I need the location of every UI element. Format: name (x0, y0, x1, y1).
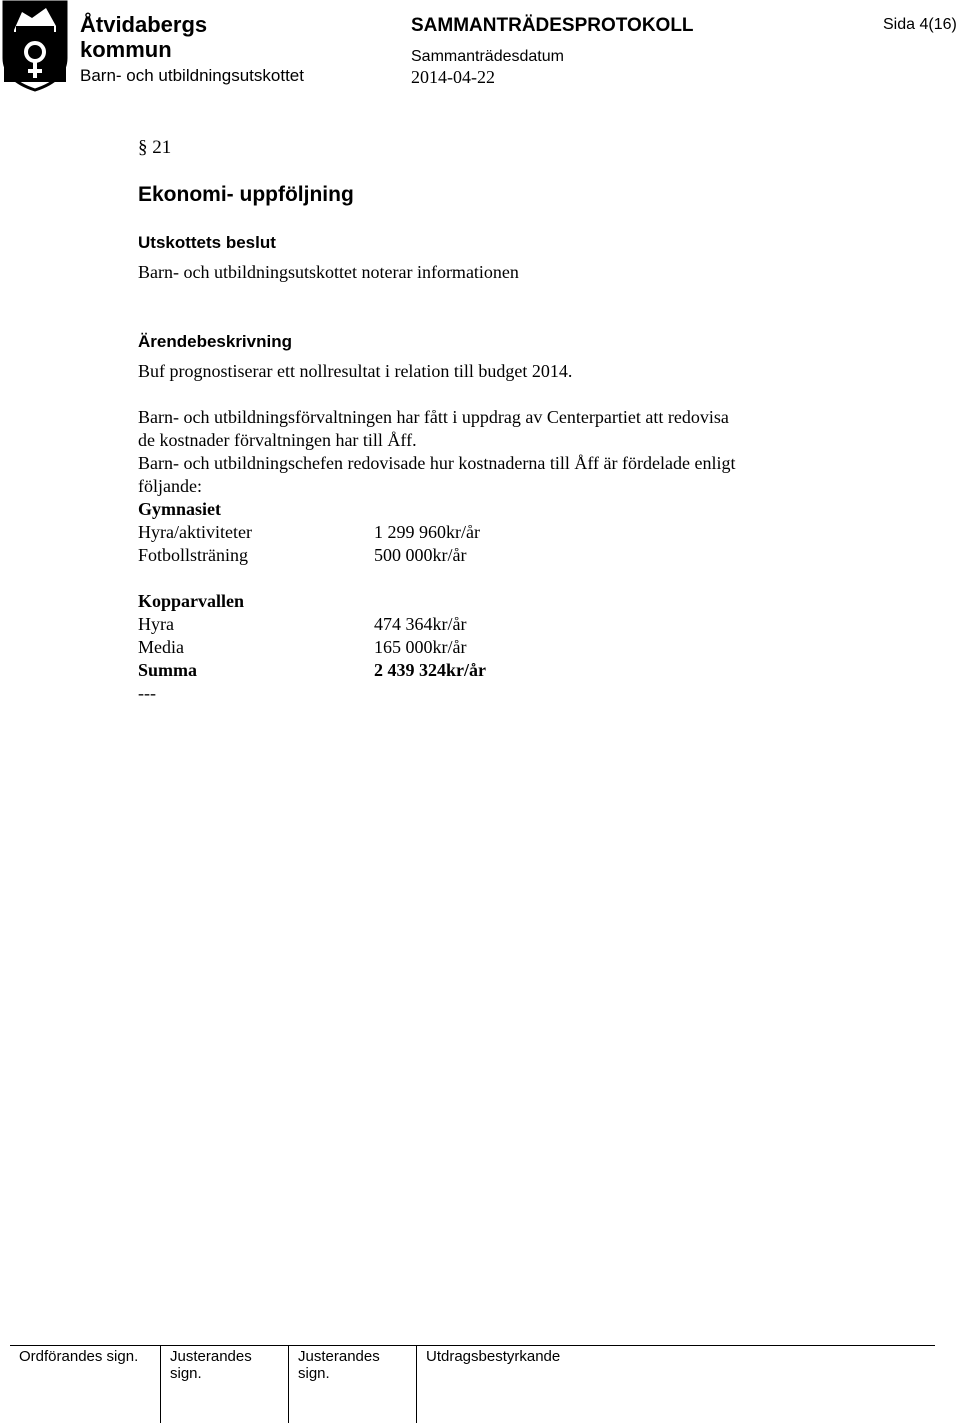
organization-name: Åtvidabergs (80, 12, 208, 37)
document-type: SAMMANTRÄDESPROTOKOLL (411, 15, 694, 36)
footer-column-divider (288, 1345, 289, 1423)
footer-column-divider (416, 1345, 417, 1423)
cost-label: Media (138, 637, 184, 657)
description-line: de kostnader förvaltningen har till Åff. (138, 430, 417, 450)
cost-group-title: Kopparvallen (138, 591, 245, 611)
coat-of-arms-icon (2, 0, 68, 92)
cost-value: 500 000kr/år (374, 545, 467, 565)
description-line: följande: (138, 476, 202, 496)
end-marker: --- (138, 683, 156, 703)
decision-text: Barn- och utbildningsutskottet noterar informationen (138, 262, 519, 282)
decision-heading: Utskottets beslut (138, 233, 276, 252)
cost-label: Fotbollsträning (138, 545, 249, 565)
meeting-date: 2014-04-22 (411, 67, 495, 87)
total-value: 2 439 324kr/år (374, 660, 486, 680)
page-number: Sida 4(16) (883, 16, 957, 33)
section-title: Ekonomi- uppföljning (138, 183, 354, 206)
adjuster-signature-label-line2: sign. (298, 1365, 330, 1382)
cost-label: Hyra (138, 614, 174, 634)
committee-name: Barn- och utbildningsutskottet (80, 66, 304, 85)
adjuster-signature-label: Justerandes (170, 1348, 252, 1365)
chair-signature-label: Ordförandes sign. (19, 1348, 139, 1365)
cost-value: 1 299 960kr/år (374, 522, 480, 542)
adjuster-signature-label: Justerandes (298, 1348, 380, 1365)
cost-value: 474 364kr/år (374, 614, 467, 634)
extract-certification-label: Utdragsbestyrkande (426, 1348, 561, 1365)
footer-column-divider (160, 1345, 161, 1423)
description-line: Barn- och utbildningsförvaltningen har fått i uppdrag av Centerpartiet att redovisa (138, 407, 729, 427)
organization-name-line2: kommun (80, 37, 172, 62)
paragraph-number: § 21 (138, 137, 172, 158)
description-line: Buf prognostiserar ett nollresultat i relation till budget 2014. (138, 361, 573, 381)
cost-label: Hyra/aktiviteter (138, 522, 252, 542)
footer-divider (10, 1345, 935, 1346)
meeting-date-label: Sammanträdesdatum (411, 48, 564, 65)
description-line: Barn- och utbildningschefen redovisade hur kostnaderna till Åff är fördelade enligt (138, 453, 736, 473)
adjuster-signature-label-line2: sign. (170, 1365, 202, 1382)
cost-group-title: Gymnasiet (138, 499, 221, 519)
cost-value: 165 000kr/år (374, 637, 467, 657)
description-heading: Ärendebeskrivning (138, 332, 292, 351)
total-label: Summa (138, 660, 198, 680)
